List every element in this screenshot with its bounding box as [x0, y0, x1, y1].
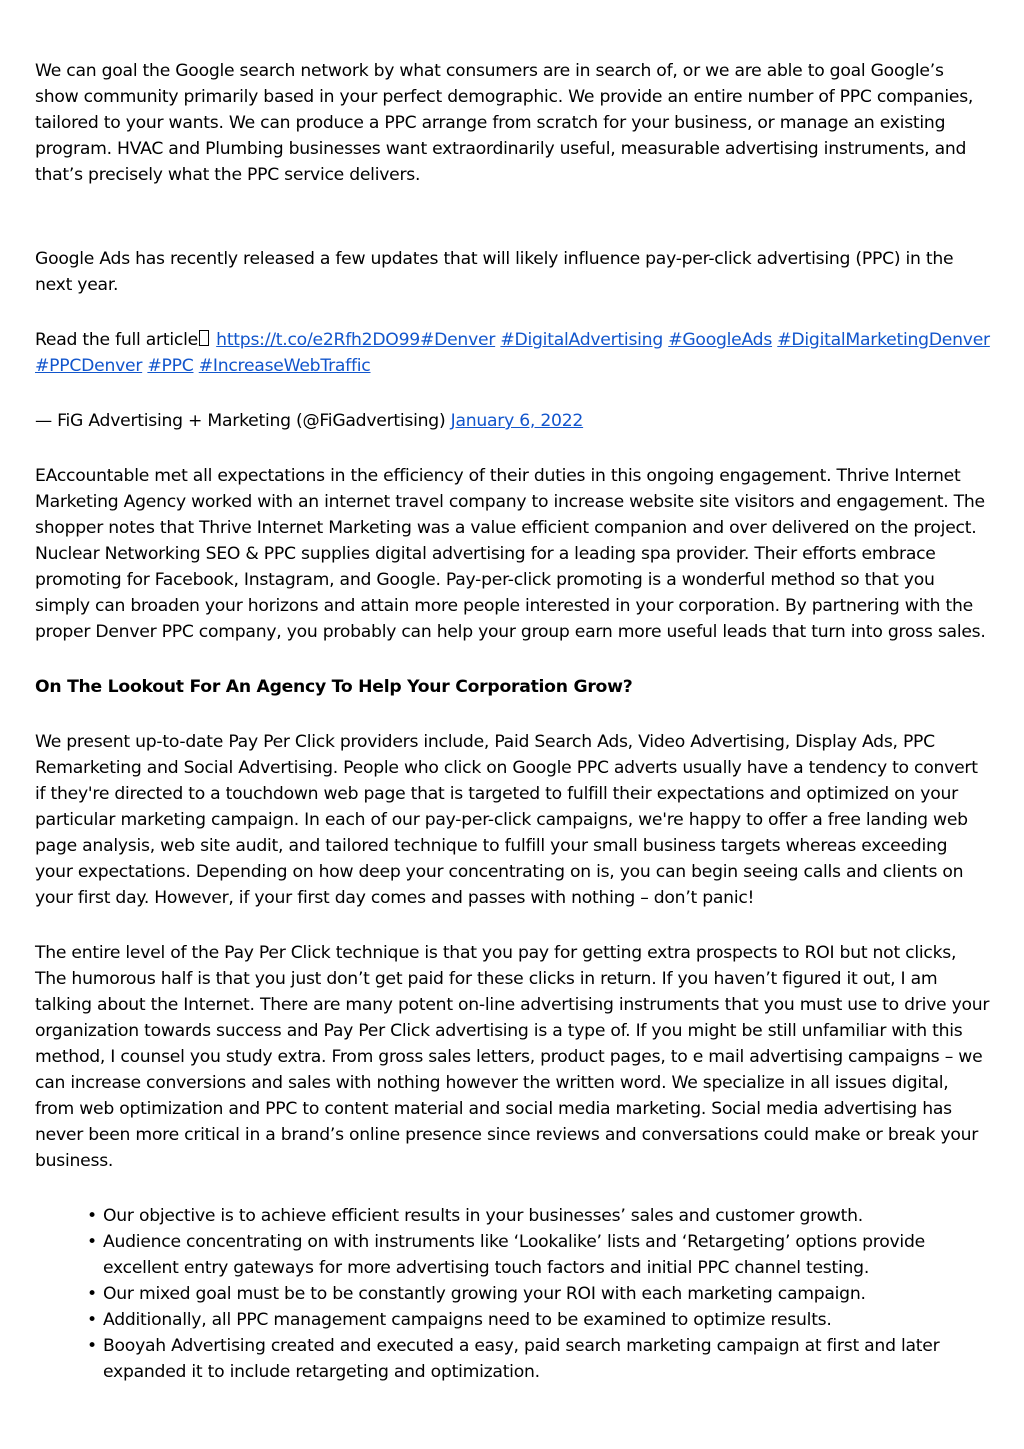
article-link[interactable]: https://t.co/e2Rfh2DO99 [216, 330, 420, 350]
tweet-date-link[interactable]: January 6, 2022 [450, 411, 584, 431]
section-heading: On The Lookout For An Agency To Help Your Corporation Grow? [35, 677, 633, 697]
list-item: • Audience concentrating on with instruments like ‘Lookalike’ lists and ‘Retargeting’ options provide excellent entry gateways for more advertising touch factors and initial PPC channel testing. [103, 1229, 990, 1281]
bullet-list [35, 1203, 990, 1385]
attribution-text: — FiG Advertising + Marketing (@FiGadvertising) [35, 411, 446, 431]
hashtag-link-denver[interactable]: #Denver [419, 330, 496, 350]
list-item: • Our mixed goal must be to be constantly growing your ROI with each marketing campaign. [103, 1281, 990, 1307]
hashtag-link-googleads[interactable]: #GoogleAds [668, 330, 773, 350]
hashtag-link-digitaladvertising[interactable]: #DigitalAdvertising [500, 330, 663, 350]
technique-paragraph: The entire level of the Pay Per Click technique is that you pay for getting extra prospects to ROI but not clicks, The humorous half is that you just don’t get paid for these clicks in return. If you haven’t figured it out, I am talking about the Internet. There are many potent on-line advertising instruments that you must use to drive your organization towards success and Pay Per Click advertising is a type of. If you might be still unfamiliar with this method, I counsel you study extra. From gross sales letters, product pages, to e mail advertising campaigns – we can increase conversions and sales with nothing however the written word. We specialize in all issues digital, from web optimization and PPC to content material and social media marketing. Social media advertising has never been more critical in a brand’s online presence since reviews and conversations could make or break your business. [35, 943, 990, 1171]
list-item: • Booyah Advertising created and executed a easy, paid search marketing campaign at first and later expanded it to include retargeting and optimization. [103, 1333, 990, 1385]
missing-glyph-icon [199, 330, 209, 346]
hashtag-link-increasewebtraffic[interactable]: #IncreaseWebTraffic [198, 356, 371, 376]
accountable-paragraph: EAccountable met all expectations in the efficiency of their duties in this ongoing engagement. Thrive Internet Marketing Agency worked with an internet travel company to increase website site visitors and engagement. The shopper notes that Thrive Internet Marketing was a value efficient companion and over delivered on the project. Nuclear Networking SEO & PPC supplies digital advertising for a leading spa provider. Their efforts embrace promoting for Facebook, Instagram, and Google. Pay-per-click promoting is a wonderful method so that you simply can broaden your horizons and attain more people interested in your corporation. By partnering with the proper Denver PPC company, you probably can help your group earn more useful leads that turn into gross sales. [35, 466, 986, 642]
intro-paragraph: We can goal the Google search network by what consumers are in search of, or we are able to goal Google’s show community primarily based in your perfect demographic. We provide an entire number of PPC companies, tailored to your wants. We can produce a PPC arrange from scratch for your business, or manage an existing program. HVAC and Plumbing businesses want extraordinarily useful, measurable advertising instruments, and that’s precisely what the PPC service delivers. [35, 61, 974, 185]
hashtag-link-ppcdenver[interactable]: #PPCDenver [35, 356, 143, 376]
google-ads-paragraph: Google Ads has recently released a few updates that will likely influence pay-per-click advertising (PPC) in the next year. [35, 249, 954, 295]
services-paragraph: We present up-to-date Pay Per Click providers include, Paid Search Ads, Video Advertising, Display Ads, PPC Remarketing and Social Advertising. People who click on Google PPC adverts usually have a tendency to convert if they're directed to a touchdown web page that is targeted to fulfill their expectations and optimized on your particular marketing campaign. In each of our pay-per-click campaigns, we're happy to offer a free landing web page analysis, web site audit, and tailored technique to fulfill your small business targets whereas exceeding your expectations. Depending on how deep your concentrating on is, you can begin seeing calls and clients on your first day. However, if your first day comes and passes with nothing – don’t panic! [35, 732, 978, 908]
tweet-text [35, 327, 990, 379]
tweet-attribution [35, 408, 990, 434]
hashtag-link-ppc[interactable]: #PPC [147, 356, 194, 376]
list-item: • Our objective is to achieve efficient results in your businesses’ sales and customer growth. [103, 1203, 990, 1229]
read-article-label: Read the full article [35, 330, 198, 350]
list-item: • Additionally, all PPC management campaigns need to be examined to optimize results. [103, 1307, 990, 1333]
hashtag-link-digitalmarketingdenver[interactable]: #DigitalMarketingDenver [777, 330, 990, 350]
